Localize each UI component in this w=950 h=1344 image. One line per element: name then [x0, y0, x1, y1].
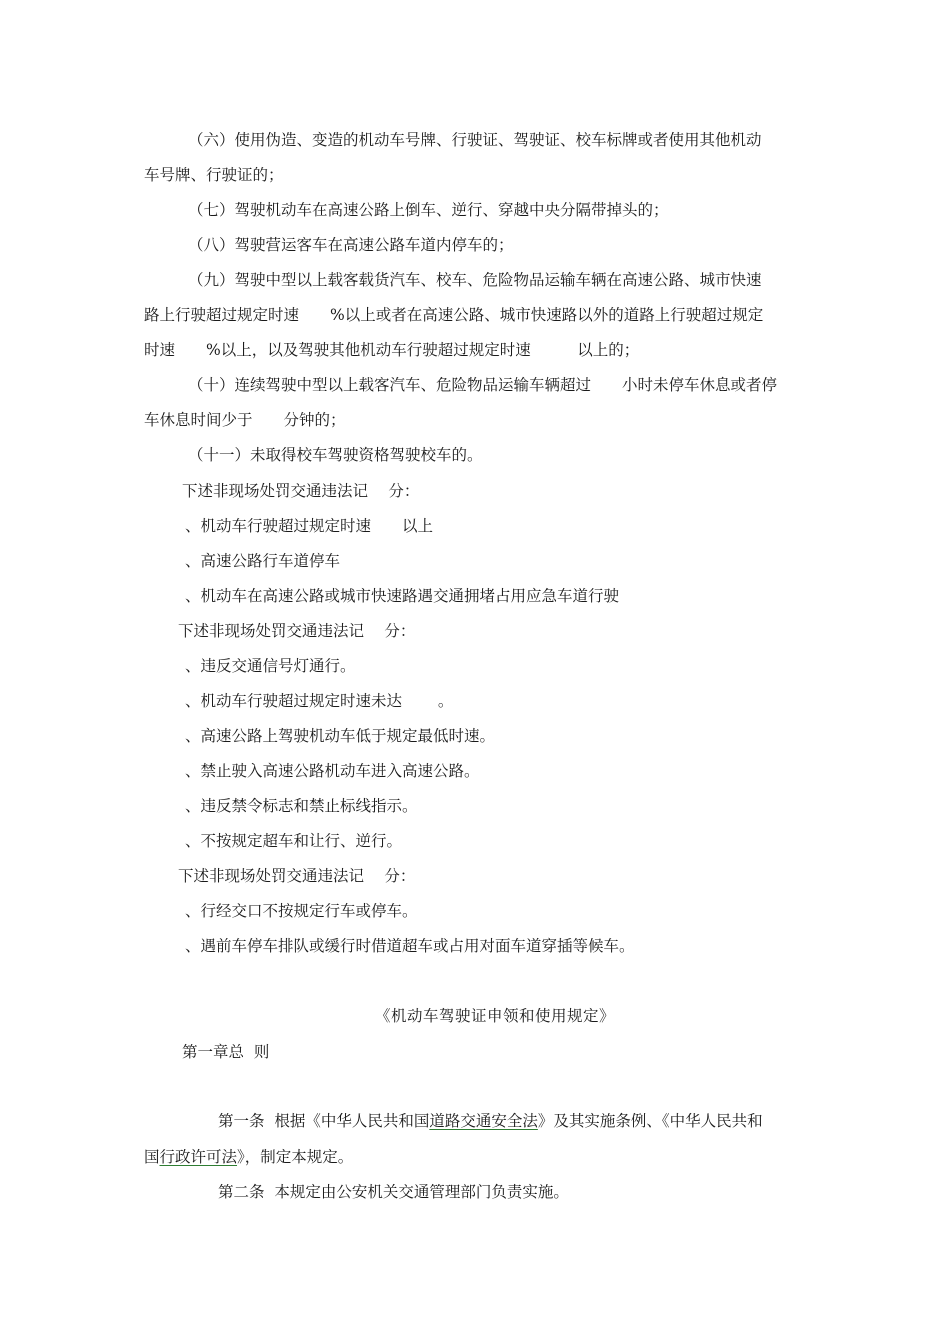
- list-item: 、高速公路上驾驶机动车低于规定最低时速。: [185, 727, 496, 745]
- article-1-line-2: [144, 1147, 353, 1167]
- item-9-line-3: 时速 %以上，以及驾驶其他机动车行驶超过规定时速 以上的；: [144, 341, 640, 359]
- list-item: 、禁止驶入高速公路机动车进入高速公路。: [185, 762, 480, 780]
- article-2: 第二条 本规定由公安机关交通管理部门负责实施。: [218, 1183, 569, 1201]
- item-8: （八）驾驶营运客车在高速公路车道内停车的；: [188, 236, 514, 254]
- list-item: 、遇前车停车排队或缓行时借道超车或占用对面车道穿插等候车。: [185, 937, 635, 955]
- group-2-heading: 下述非现场处罚交通违法记 分：: [178, 622, 416, 640]
- item-6-line-2: 车号牌、行驶证的；: [144, 166, 284, 184]
- road-traffic-safety-law-link[interactable]: 道路交通安全法: [429, 1112, 538, 1130]
- item-7: （七）驾驶机动车在高速公路上倒车、逆行、穿越中央分隔带掉头的；: [188, 201, 669, 219]
- group-1-heading: 下述非现场处罚交通违法记 分：: [182, 482, 420, 500]
- article-1-line-1: [218, 1111, 763, 1131]
- list-item: 、行经交口不按规定行车或停车。: [185, 902, 418, 920]
- item-10-line-2: 车休息时间少于 分钟的；: [144, 411, 346, 429]
- group-3-heading: 下述非现场处罚交通违法记 分：: [178, 867, 416, 885]
- article-1-text: 》及其实施条例、《中华人民共和: [537, 1112, 763, 1130]
- list-item: 、违反交通信号灯通行。: [185, 657, 356, 675]
- list-item: 、违反禁令标志和禁止标线指示。: [185, 797, 418, 815]
- article-1-text: 第一条 根据《中华人民共和国: [218, 1112, 430, 1130]
- list-item: 、不按规定超车和让行、逆行。: [185, 832, 403, 850]
- list-item: 、机动车行驶超过规定时速未达 。: [185, 692, 454, 710]
- item-6-line-1: （六）使用伪造、变造的机动车号牌、行驶证、驾驶证、校车标牌或者使用其他机动: [188, 131, 762, 149]
- list-item: 、机动车在高速公路或城市快速路遇交通拥堵占用应急车道行驶: [185, 587, 620, 605]
- item-10-line-1: （十）连续驾驶中型以上载客汽车、危险物品运输车辆超过 小时未停车休息或者停: [188, 376, 778, 394]
- item-9-line-2: 路上行驶超过规定时速 %以上或者在高速公路、城市快速路以外的道路上行驶超过规定: [144, 306, 764, 324]
- chapter-heading: 第一章总 则: [182, 1043, 270, 1061]
- list-item: 、机动车行驶超过规定时速 以上: [185, 517, 434, 535]
- article-1-text: 》，制定本规定。: [237, 1148, 354, 1166]
- list-item: 、高速公路行车道停车: [185, 552, 341, 570]
- item-11: （十一）未取得校车驾驶资格驾驶校车的。: [188, 446, 483, 464]
- article-1-text: 国: [144, 1148, 160, 1166]
- regulation-title: 《机动车驾驶证申领和使用规定》: [375, 1007, 616, 1025]
- item-9-line-1: （九）驾驶中型以上载客载货汽车、校车、危险物品运输车辆在高速公路、城市快速: [188, 271, 762, 289]
- administrative-license-law-link[interactable]: 行政许可法: [159, 1148, 238, 1166]
